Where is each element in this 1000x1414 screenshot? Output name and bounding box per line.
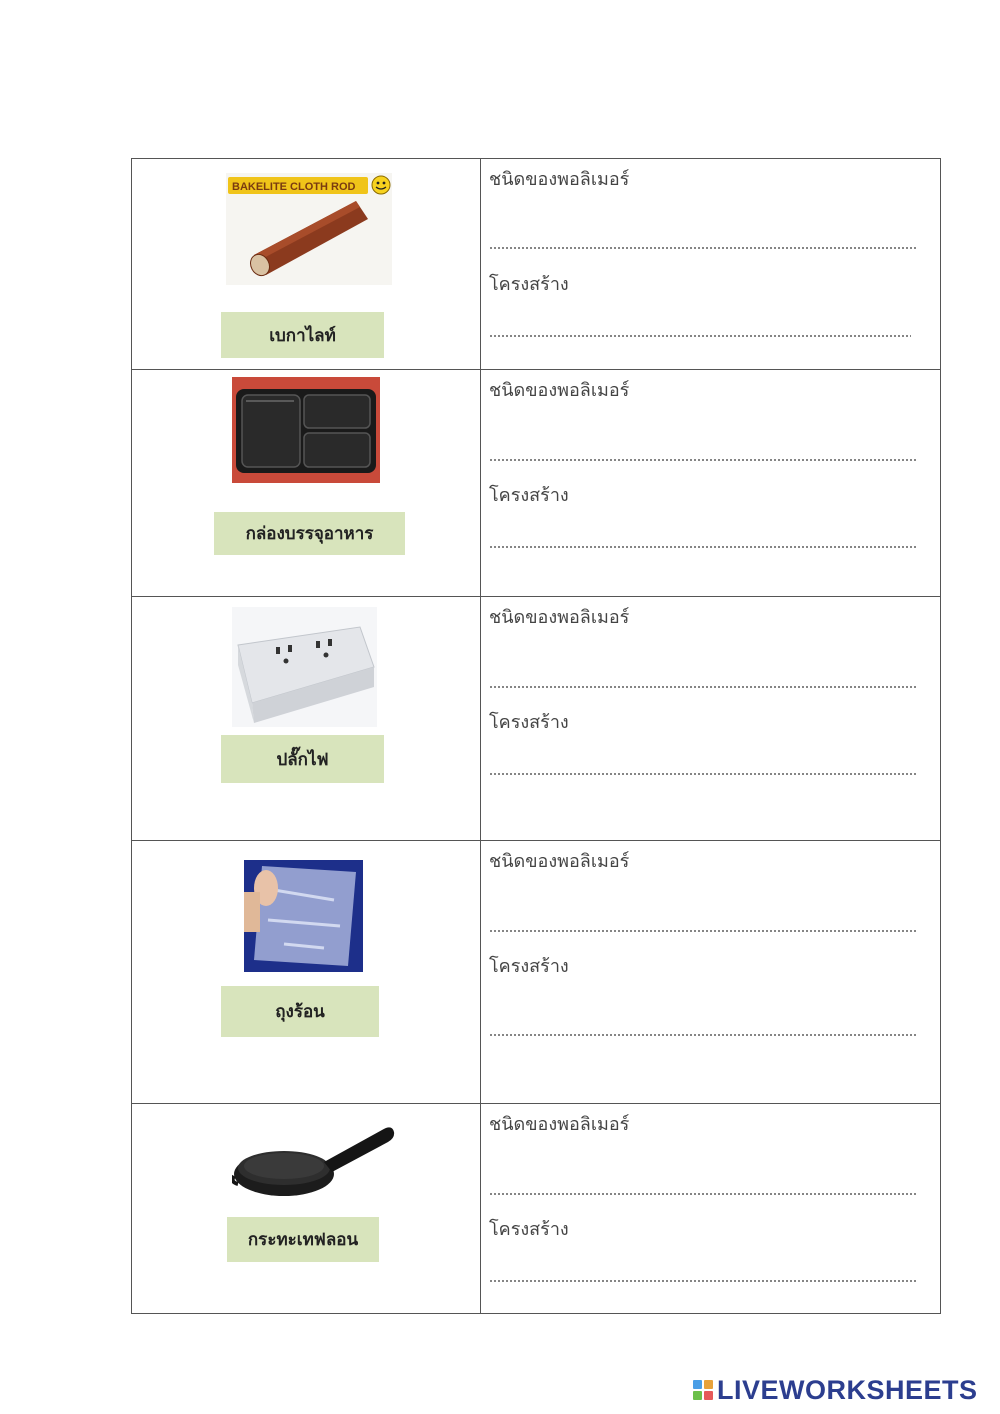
item-label: กระทะเทฟลอน: [227, 1217, 379, 1262]
polymer-type-label: ชนิดของพอลิเมอร์: [489, 169, 630, 190]
structure-answer-line[interactable]: [489, 335, 911, 337]
frying-pan-image: [232, 1118, 400, 1200]
item-label: ปลั๊กไฟ: [221, 735, 384, 783]
item-cell: [132, 370, 481, 597]
item-cell: [132, 1104, 481, 1314]
polymer-type-answer-line[interactable]: [489, 1193, 917, 1195]
structure-answer-line[interactable]: [489, 546, 917, 548]
polymer-type-label: ชนิดของพอลิเมอร์: [489, 380, 630, 401]
polymer-type-label: ชนิดของพอลิเมอร์: [489, 1114, 630, 1135]
polymer-type-answer-line[interactable]: [489, 459, 917, 461]
polymer-type-answer-line[interactable]: [489, 930, 917, 932]
item-label: กล่องบรรจุอาหาร: [214, 512, 405, 555]
item-row: [132, 597, 941, 841]
worksheet-table: [131, 158, 941, 1314]
item-row: [132, 370, 941, 597]
answer-cell: [481, 597, 941, 841]
item-label: ถุงร้อน: [221, 986, 379, 1037]
answer-cell: [481, 1104, 941, 1314]
power-socket-image: [232, 607, 377, 727]
answer-cell: [481, 159, 941, 370]
polymer-type-label: ชนิดของพอลิเมอร์: [489, 851, 630, 872]
structure-answer-line[interactable]: [489, 1034, 917, 1036]
bakelite-image-text: BAKELITE CLOTH ROD: [232, 181, 356, 193]
structure-label: โครงสร้าง: [489, 712, 569, 733]
food-box-image: [232, 377, 380, 483]
answer-cell: [481, 841, 941, 1104]
logo-grid-icon: [693, 1380, 713, 1400]
item-row: [132, 841, 941, 1104]
structure-label: โครงสร้าง: [489, 956, 569, 977]
bakelite-rod-image: [226, 173, 392, 285]
item-cell: [132, 597, 481, 841]
answer-cell: [481, 370, 941, 597]
item-cell: [132, 159, 481, 370]
polymer-type-answer-line[interactable]: [489, 247, 917, 249]
structure-label: โครงสร้าง: [489, 274, 569, 295]
liveworksheets-logo: [693, 1376, 978, 1404]
item-row: [132, 1104, 941, 1314]
plastic-bag-image: [244, 860, 363, 972]
polymer-type-answer-line[interactable]: [489, 686, 917, 688]
item-label: เบกาไลท์: [221, 312, 384, 358]
brand-name: LIVEWORKSHEETS: [717, 1374, 978, 1405]
item-cell: [132, 841, 481, 1104]
structure-answer-line[interactable]: [489, 1280, 917, 1282]
structure-answer-line[interactable]: [489, 773, 917, 775]
item-row: [132, 159, 941, 370]
polymer-type-label: ชนิดของพอลิเมอร์: [489, 607, 630, 628]
structure-label: โครงสร้าง: [489, 485, 569, 506]
structure-label: โครงสร้าง: [489, 1219, 569, 1240]
